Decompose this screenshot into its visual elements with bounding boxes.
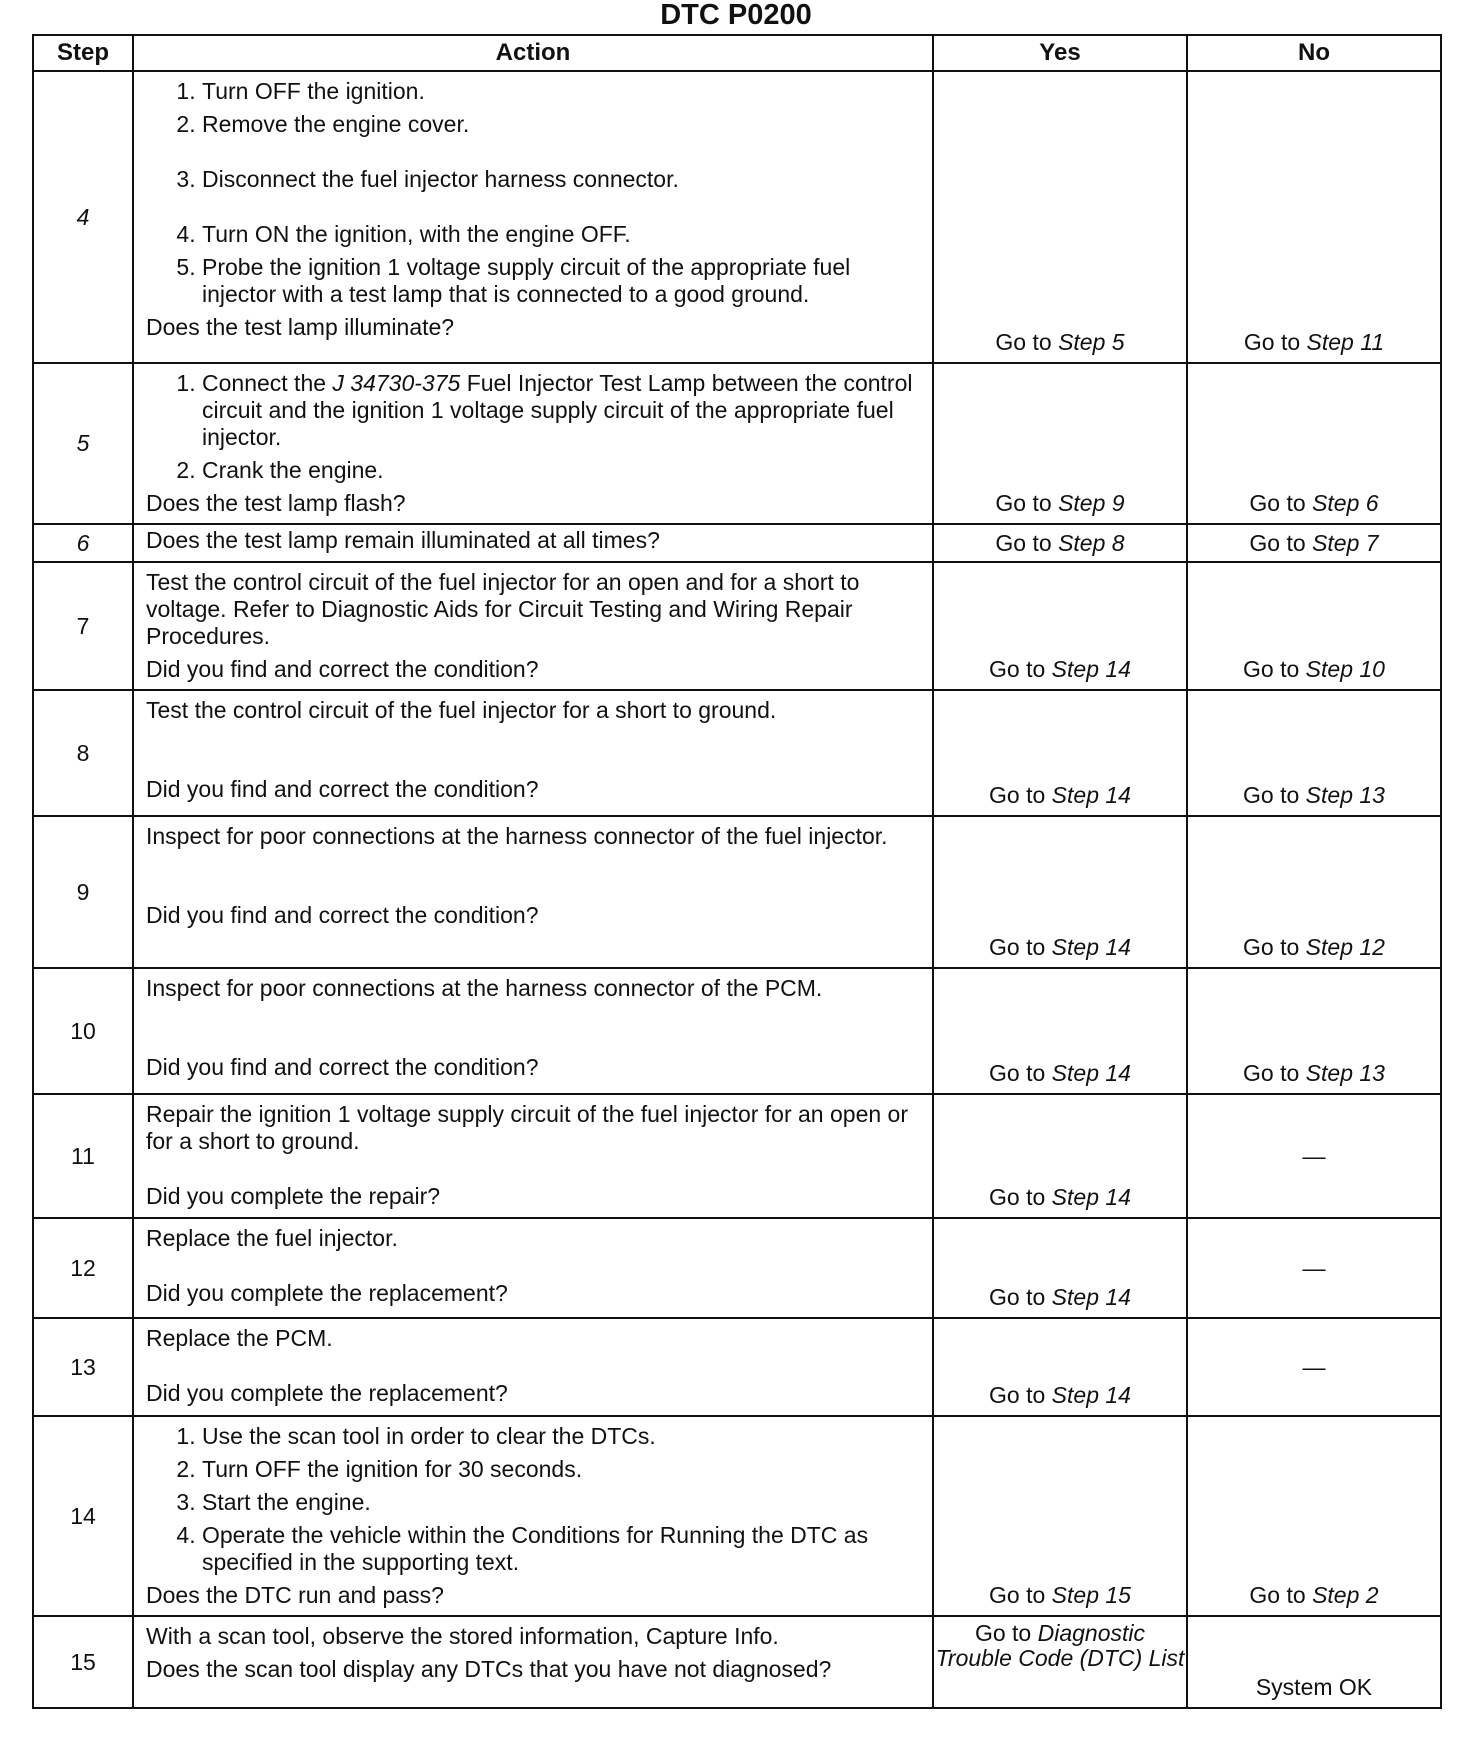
yes-prefix: Go to	[989, 782, 1046, 808]
no-cell	[1187, 562, 1441, 690]
action-text: With a scan tool, observe the stored information, Capture Info.	[146, 1623, 779, 1649]
action-step: 1. Use the scan tool in order to clear the DTCs.	[202, 1423, 920, 1450]
action-question: Did you complete the replacement?	[146, 1280, 508, 1306]
no-cell	[1187, 816, 1441, 968]
action-step	[202, 370, 920, 451]
table-row	[33, 1218, 1441, 1318]
yes-cell	[933, 1616, 1187, 1708]
action-text: Repair the ignition 1 voltage supply circuit of the fuel injector for an open or for a short to ground.	[146, 1101, 908, 1154]
page-title: DTC P0200	[660, 0, 812, 31]
table-row	[33, 562, 1441, 690]
yes-cell	[933, 71, 1187, 363]
no-cell	[1187, 968, 1441, 1094]
no-prefix: Go to	[1243, 782, 1300, 808]
yes-prefix: Go to	[989, 656, 1046, 682]
no-prefix: Go to	[1243, 329, 1301, 355]
yes-target: Step 14	[1051, 1382, 1131, 1408]
action-cell	[133, 363, 933, 524]
header-no: No	[1187, 35, 1441, 71]
action-steps	[146, 370, 920, 484]
action-step: 3. Start the engine.	[202, 1489, 920, 1516]
yes-target: Step 14	[1051, 1184, 1131, 1210]
yes-target: Step 14	[1051, 1284, 1131, 1310]
step-number: 15	[33, 1616, 133, 1708]
header-row	[33, 35, 1441, 71]
no-prefix: Go to	[1243, 656, 1300, 682]
action-cell	[133, 1318, 933, 1416]
yes-target: Step 14	[1051, 1060, 1131, 1086]
header-step: Step	[33, 35, 133, 71]
yes-target: Diagnostic Trouble Code (DTC) List	[935, 1620, 1185, 1671]
action-step-text: Connect the	[202, 370, 327, 396]
no-prefix: Go to	[1243, 934, 1300, 960]
step-number: 10	[33, 968, 133, 1094]
action-step: 4. Operate the vehicle within the Conditions for Running the DTC as specified in the supporting text.	[202, 1522, 920, 1576]
action-question: Does the test lamp flash?	[146, 490, 406, 516]
table-row	[33, 1616, 1441, 1708]
action-step: 4. Turn ON the ignition, with the engine OFF.	[202, 221, 920, 248]
action-question: Does the test lamp remain illuminated at all times?	[146, 527, 660, 553]
yes-cell	[933, 363, 1187, 524]
action-question: Does the scan tool display any DTCs that you have not diagnosed?	[146, 1656, 832, 1682]
action-question: Does the DTC run and pass?	[146, 1582, 444, 1608]
no-cell: —	[1187, 1094, 1441, 1218]
yes-target: Step 8	[1058, 529, 1125, 556]
no-target: Step 11	[1306, 329, 1385, 355]
action-cell	[133, 71, 933, 363]
action-step: 2. Crank the engine.	[202, 457, 920, 484]
no-cell	[1187, 524, 1441, 562]
header-yes: Yes	[933, 35, 1187, 71]
no-target: Step 7	[1312, 529, 1379, 556]
action-cell	[133, 524, 933, 562]
action-text: Inspect for poor connections at the harness connector of the PCM.	[146, 975, 823, 1001]
table-row	[33, 968, 1441, 1094]
no-prefix: Go to	[1249, 1582, 1306, 1608]
step-number: 12	[33, 1218, 133, 1318]
action-question: Did you find and correct the condition?	[146, 1054, 539, 1080]
action-cell	[133, 1218, 933, 1318]
yes-prefix: Go to	[995, 529, 1052, 556]
table-row	[33, 1094, 1441, 1218]
action-cell	[133, 562, 933, 690]
no-cell	[1187, 363, 1441, 524]
yes-prefix: Go to	[989, 1382, 1046, 1408]
yes-prefix: Go to	[995, 490, 1052, 516]
yes-target: Step 14	[1051, 782, 1131, 808]
table-row	[33, 690, 1441, 816]
no-cell: —	[1187, 1318, 1441, 1416]
action-step: 2. Turn OFF the ignition for 30 seconds.	[202, 1456, 920, 1483]
no-prefix: Go to	[1243, 1060, 1300, 1086]
table-row	[33, 1416, 1441, 1616]
action-text: Replace the PCM.	[146, 1325, 333, 1351]
no-target: Step 2	[1312, 1582, 1379, 1608]
action-cell	[133, 968, 933, 1094]
no-cell: System OK	[1187, 1616, 1441, 1708]
step-number: 11	[33, 1094, 133, 1218]
no-cell: —	[1187, 1218, 1441, 1318]
tool-number: J 34730-375	[332, 370, 461, 396]
yes-target: Step 9	[1058, 490, 1125, 516]
action-question: Did you find and correct the condition?	[146, 776, 539, 802]
action-cell	[133, 1416, 933, 1616]
table-row	[33, 816, 1441, 968]
step-number: 7	[33, 562, 133, 690]
no-prefix: Go to	[1249, 490, 1306, 516]
yes-cell	[933, 1094, 1187, 1218]
yes-prefix: Go to	[995, 329, 1052, 355]
step-number: 4	[33, 71, 133, 363]
diagnostic-table	[32, 34, 1442, 1709]
action-cell	[133, 690, 933, 816]
table-row	[33, 71, 1441, 363]
action-question: Did you complete the repair?	[146, 1183, 441, 1209]
step-number: 5	[33, 363, 133, 524]
action-text: Replace the fuel injector.	[146, 1225, 398, 1251]
yes-target: Step 5	[1058, 329, 1125, 355]
step-number: 9	[33, 816, 133, 968]
no-target: Step 13	[1305, 1060, 1385, 1086]
yes-target: Step 14	[1051, 934, 1131, 960]
no-cell	[1187, 690, 1441, 816]
no-target: Step 12	[1305, 934, 1385, 960]
yes-prefix: Go to	[974, 1620, 1032, 1646]
yes-cell	[933, 1218, 1187, 1318]
yes-cell	[933, 816, 1187, 968]
header-action: Action	[133, 35, 933, 71]
yes-prefix: Go to	[989, 1184, 1046, 1210]
action-question: Did you complete the replacement?	[146, 1380, 508, 1406]
yes-prefix: Go to	[989, 1060, 1046, 1086]
action-text: Inspect for poor connections at the harness connector of the fuel injector.	[146, 823, 888, 849]
yes-prefix: Go to	[989, 934, 1046, 960]
no-cell	[1187, 71, 1441, 363]
no-target: Step 13	[1305, 782, 1385, 808]
action-step: 5. Probe the ignition 1 voltage supply circuit of the appropriate fuel injector with a test lamp that is connected to a good ground.	[202, 254, 920, 308]
action-question: Did you find and correct the condition?	[146, 656, 539, 682]
action-question: Did you find and correct the condition?	[146, 902, 539, 928]
action-text: Test the control circuit of the fuel injector for a short to ground.	[146, 697, 777, 723]
action-cell	[133, 1616, 933, 1708]
table-row	[33, 1318, 1441, 1416]
yes-prefix: Go to	[989, 1284, 1046, 1310]
action-cell	[133, 1094, 933, 1218]
action-steps	[146, 1423, 920, 1576]
yes-cell	[933, 968, 1187, 1094]
action-step: 2. Remove the engine cover.	[202, 111, 920, 138]
yes-prefix: Go to	[989, 1582, 1046, 1608]
table-row	[33, 524, 1441, 562]
yes-target: Step 14	[1051, 656, 1131, 682]
action-text: Test the control circuit of the fuel injector for an open and for a short to voltage. Refer to Diagnostic Aids for Circuit Testing and Wiring Repair Procedures.	[146, 569, 860, 649]
no-target: Step 6	[1312, 490, 1379, 516]
table-row	[33, 363, 1441, 524]
action-question: Does the test lamp illuminate?	[146, 314, 455, 340]
step-number: 13	[33, 1318, 133, 1416]
action-step: 3. Disconnect the fuel injector harness connector.	[202, 166, 920, 193]
step-number: 6	[33, 524, 133, 562]
step-number: 8	[33, 690, 133, 816]
no-prefix: Go to	[1249, 529, 1306, 556]
action-step: 1. Turn OFF the ignition.	[202, 78, 920, 105]
yes-cell	[933, 1318, 1187, 1416]
action-steps	[146, 78, 920, 308]
step-number: 14	[33, 1416, 133, 1616]
yes-cell	[933, 690, 1187, 816]
yes-target: Step 15	[1051, 1582, 1131, 1608]
action-step-text: Fuel Injector Test Lamp between the control circuit and the ignition 1 voltage supply circuit of the appropriate fuel injector.	[202, 370, 913, 450]
no-target: Step 10	[1305, 656, 1385, 682]
yes-cell	[933, 1416, 1187, 1616]
action-cell	[133, 816, 933, 968]
yes-cell	[933, 524, 1187, 562]
no-cell	[1187, 1416, 1441, 1616]
yes-cell	[933, 562, 1187, 690]
